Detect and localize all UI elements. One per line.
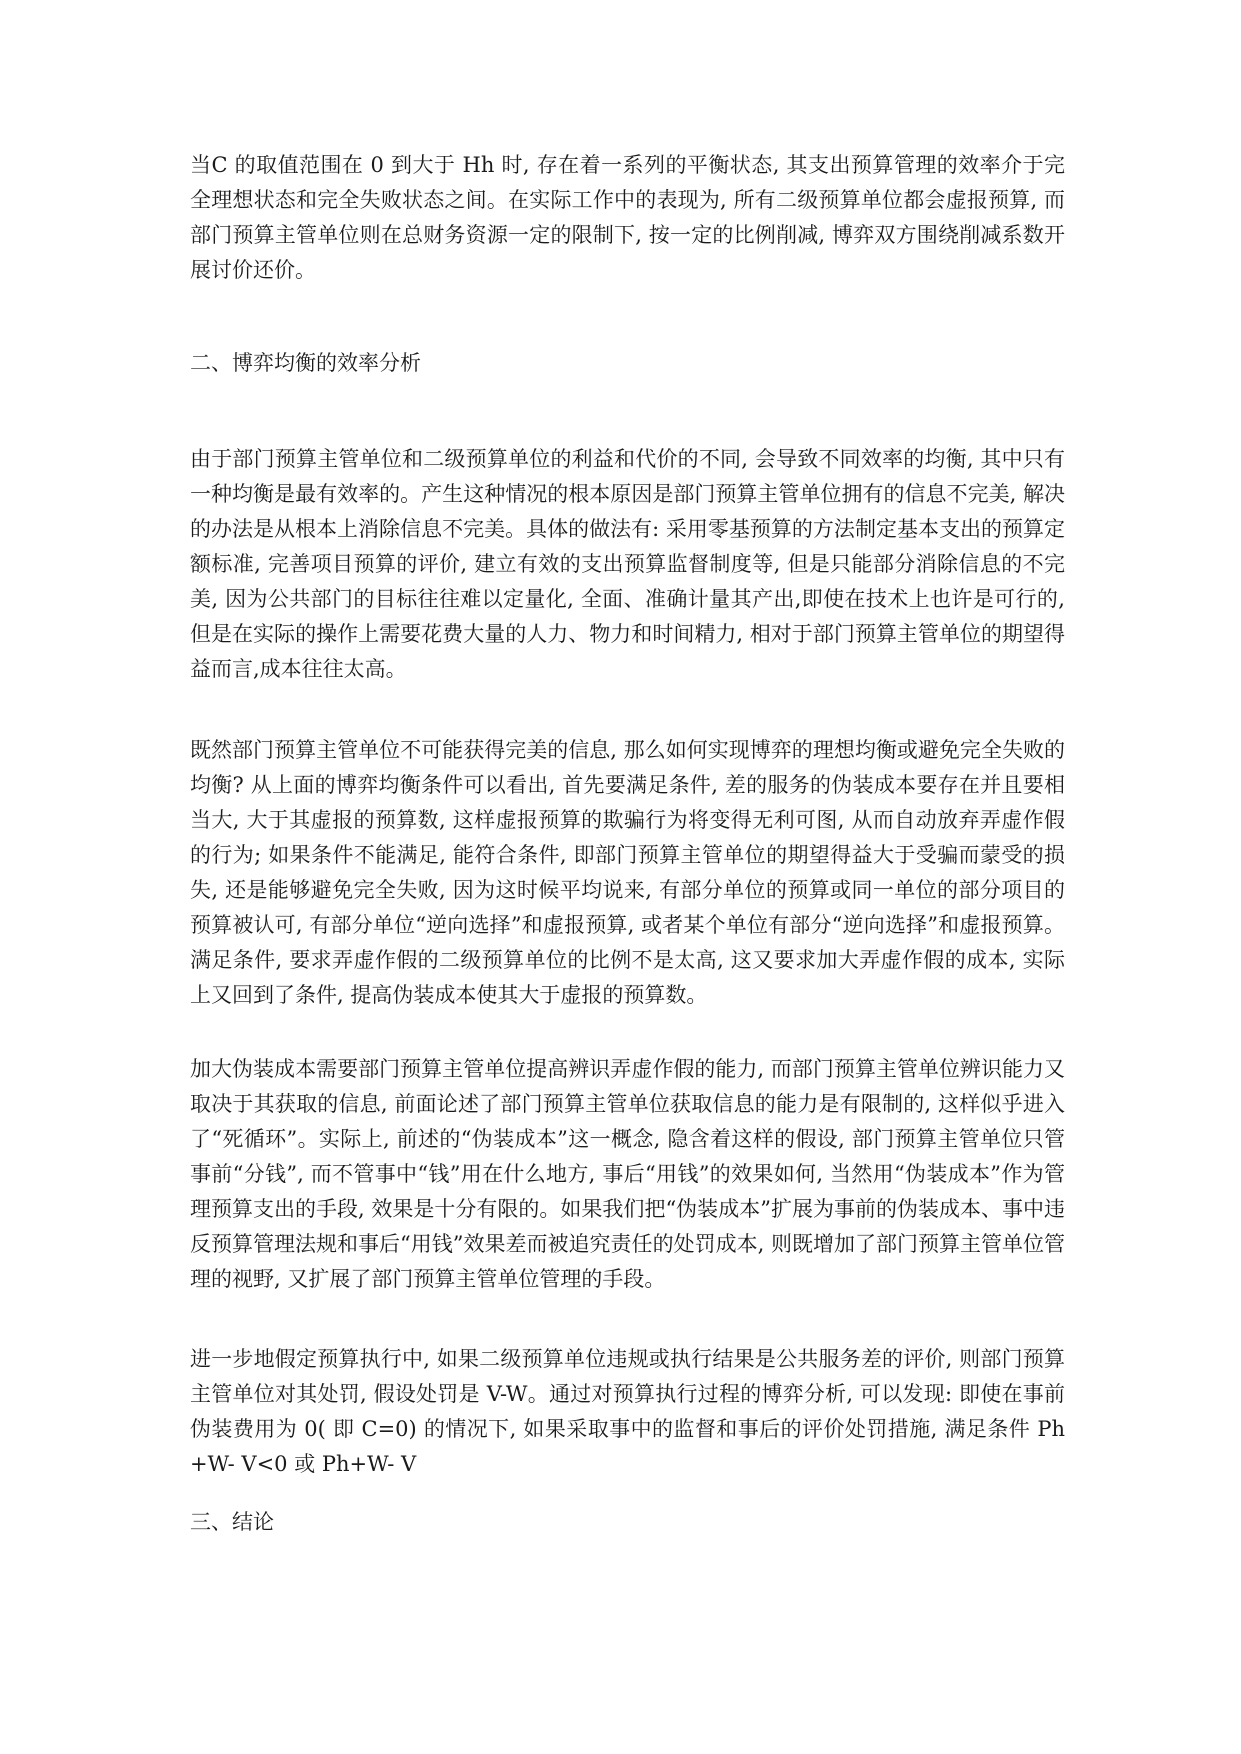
body-paragraph: 由于部门预算主管单位和二级预算单位的利益和代价的不同, 会导致不同效率的均衡, 其中只有一种均衡是最有效率的。产生这种情况的根本原因是部门预算主管单位拥有的信息不完美, 解决的办法是从根本上消除信息不完美。具体的做法有: 采用零基预算的方法制定基本支出的预算定额标准, 完善项目预算的评价, 建立有效的支出预算监督制度等, 但是只能部分消除信息的不完美, 因为公共部门的目标往往难以定量化, 全面、准确计量其产出,即使在技术上也许是可行的, 但是在实际的操作上需要花费大量的人力、物力和时间精力, 相对于部门预算主管单位的期望得益而言,成本往往太高。 [190, 447, 1065, 681]
body-paragraph: 当C 的取值范围在 0 到大于 Hh 时, 存在着一系列的平衡状态, 其支出预算管理的效率介于完全理想状态和完全失败状态之间。在实际工作中的表现为, 所有二级预算单位都会虚报预算, 而部门预算主管单位则在总财务资源一定的限制下, 按一定的比例削减, 博弈双方围绕削减系数开展讨价还价。 [190, 153, 1065, 282]
body-paragraph: 既然部门预算主管单位不可能获得完美的信息, 那么如何实现博弈的理想均衡或避免完全失败的均衡? 从上面的博弈均衡条件可以看出, 首先要满足条件, 差的服务的伪装成本要存在并且要相当大, 大于其虚报的预算数, 这样虚报预算的欺骗行为将变得无利可图, 从而自动放弃弄虚作假的行为; 如果条件不能满足, 能符合条件, 即部门预算主管单位的期望得益大于受骗而蒙受的损失, 还是能够避免完全失败, 因为这时候平均说来, 有部分单位的预算或同一单位的部分项目的预算被认可, 有部分单位“逆向选择”和虚报预算, 或者某个单位有部分“逆向选择”和虚报预算。满足条件, 要求弄虚作假的二级预算单位的比例不是太高, 这又要求加大弄虚作假的成本, 实际上又回到了条件, 提高伪装成本使其大于虚报的预算数。 [190, 738, 1065, 1007]
body-paragraph: 进一步地假定预算执行中, 如果二级预算单位违规或执行结果是公共服务差的评价, 则部门预算主管单位对其处罚, 假设处罚是 V-W。通过对预算执行过程的博弈分析, 可以发现: 即使在事前伪装费用为 0( 即 C=0) 的情况下, 如果采取事中的监督和事后的评价处罚措施, 满足条件 Ph+W- V<0 或 Ph+W- V [190, 1347, 1065, 1476]
section-heading: 三、结论 [190, 1510, 274, 1534]
body-paragraph: 加大伪装成本需要部门预算主管单位提高辨识弄虚作假的能力, 而部门预算主管单位辨识能力又取决于其获取的信息, 前面论述了部门预算主管单位获取信息的能力是有限制的, 这样似乎进入了“死循环”。实际上, 前述的“伪装成本”这一概念, 隐含着这样的假设, 部门预算主管单位只管事前“分钱”, 而不管事中“钱”用在什么地方, 事后“用钱”的效果如何, 当然用“伪装成本”作为管理预算支出的手段, 效果是十分有限的。如果我们把“伪装成本”扩展为事前的伪装成本、事中违反预算管理法规和事后“用钱”效果差而被追究责任的处罚成本, 则既增加了部门预算主管单位管理的视野, 又扩展了部门预算主管单位管理的手段。 [190, 1057, 1065, 1291]
section-heading: 二、博弈均衡的效率分析 [190, 351, 421, 375]
